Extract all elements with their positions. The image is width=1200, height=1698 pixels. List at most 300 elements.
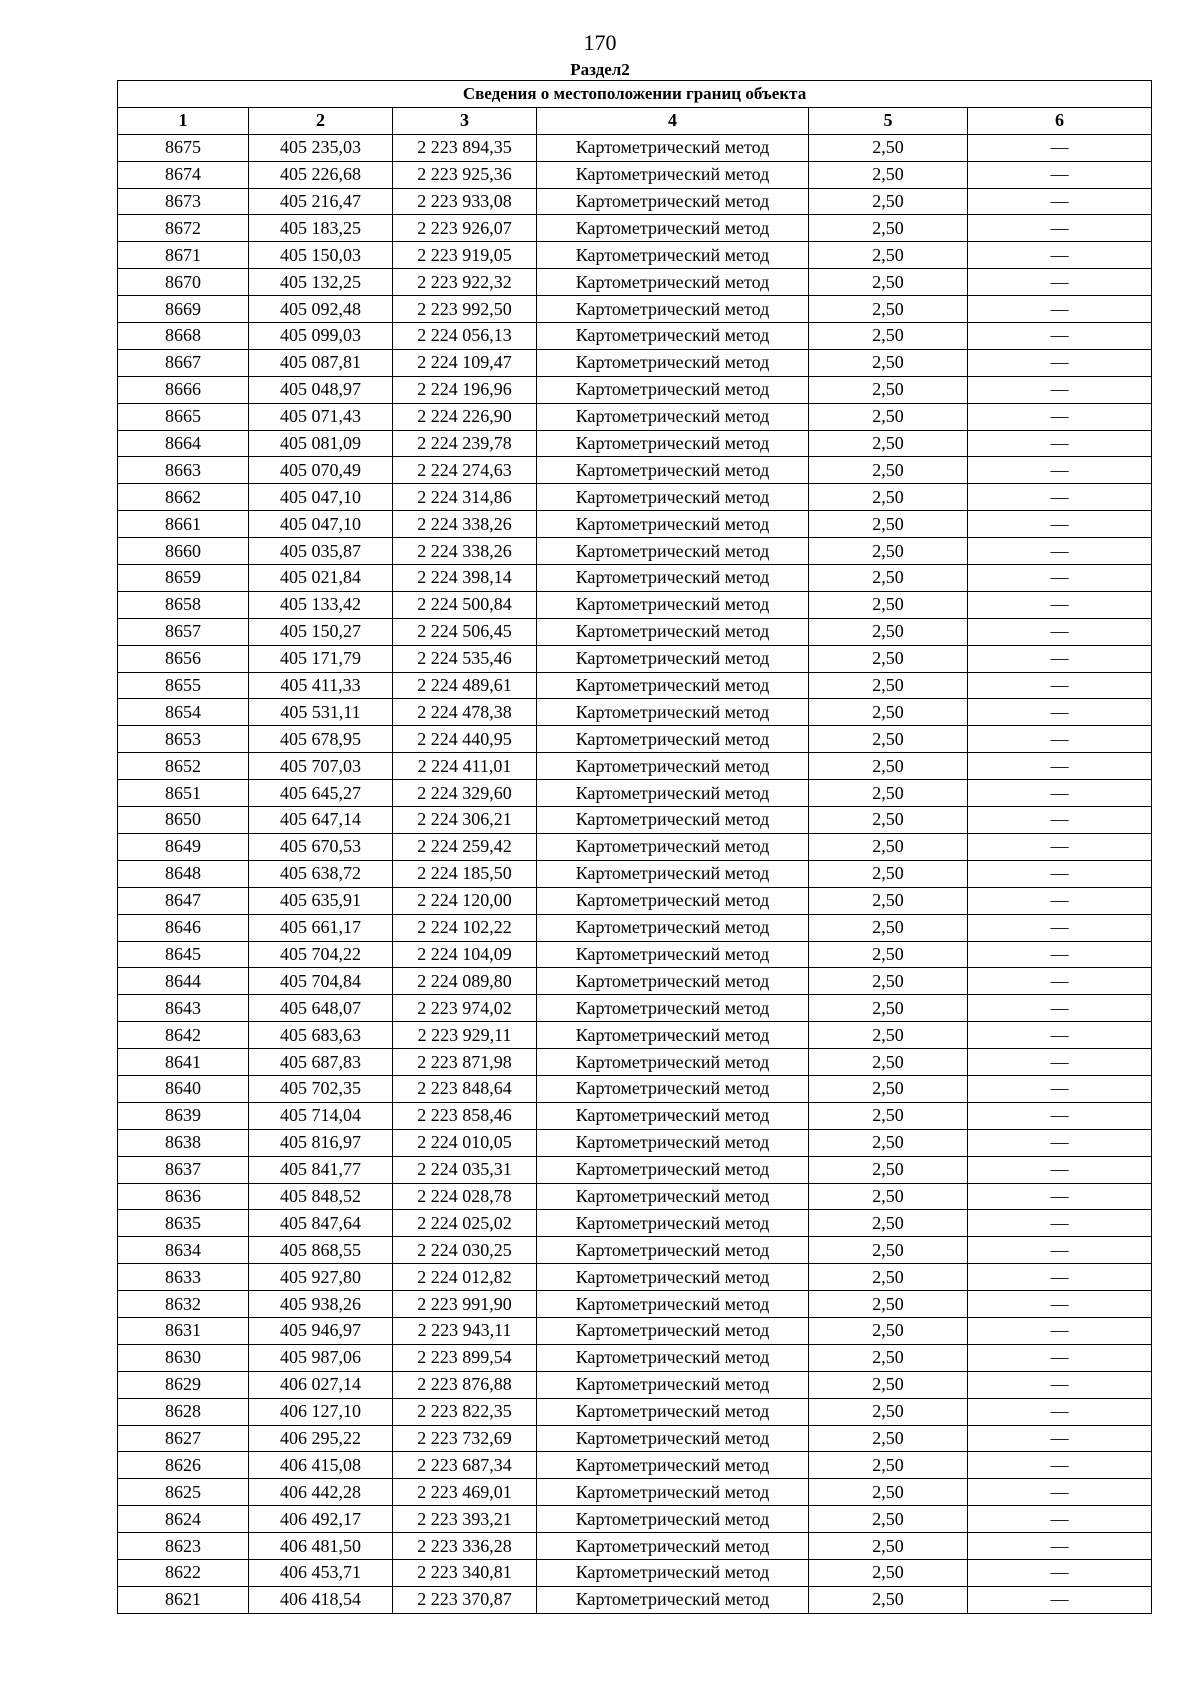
method-cell: Картометрический метод xyxy=(537,188,809,215)
y-coordinate-cell: 2 224 056,13 xyxy=(393,323,537,350)
column-header-row xyxy=(118,107,1152,134)
accuracy-cell: 2,50 xyxy=(809,860,968,887)
point-number-cell: 8640 xyxy=(118,1075,249,1102)
table-row xyxy=(118,753,1152,780)
y-coordinate-cell: 2 223 340,81 xyxy=(393,1559,537,1586)
note-cell: — xyxy=(968,1398,1152,1425)
table-row xyxy=(118,430,1152,457)
note-cell: — xyxy=(968,215,1152,242)
point-number-cell: 8655 xyxy=(118,672,249,699)
y-coordinate-cell: 2 223 370,87 xyxy=(393,1586,537,1613)
y-coordinate-cell: 2 224 102,22 xyxy=(393,914,537,941)
accuracy-cell: 2,50 xyxy=(809,1156,968,1183)
accuracy-cell: 2,50 xyxy=(809,1559,968,1586)
y-coordinate-cell: 2 224 440,95 xyxy=(393,726,537,753)
accuracy-cell: 2,50 xyxy=(809,565,968,592)
table-row xyxy=(118,968,1152,995)
y-coordinate-cell: 2 223 894,35 xyxy=(393,134,537,161)
note-cell: — xyxy=(968,1344,1152,1371)
table-row xyxy=(118,1344,1152,1371)
table-row xyxy=(118,323,1152,350)
method-cell: Картометрический метод xyxy=(537,1102,809,1129)
table-row xyxy=(118,1506,1152,1533)
table-row xyxy=(118,591,1152,618)
method-cell: Картометрический метод xyxy=(537,349,809,376)
accuracy-cell: 2,50 xyxy=(809,753,968,780)
note-cell: — xyxy=(968,995,1152,1022)
x-coordinate-cell: 405 687,83 xyxy=(249,1049,393,1076)
x-coordinate-cell: 405 081,09 xyxy=(249,430,393,457)
method-cell: Картометрический метод xyxy=(537,511,809,538)
x-coordinate-cell: 405 816,97 xyxy=(249,1129,393,1156)
point-number-cell: 8644 xyxy=(118,968,249,995)
point-number-cell: 8657 xyxy=(118,618,249,645)
table-row xyxy=(118,1452,1152,1479)
point-number-cell: 8635 xyxy=(118,1210,249,1237)
point-number-cell: 8651 xyxy=(118,780,249,807)
point-number-cell: 8661 xyxy=(118,511,249,538)
x-coordinate-cell: 405 150,03 xyxy=(249,242,393,269)
accuracy-cell: 2,50 xyxy=(809,215,968,242)
note-cell: — xyxy=(968,1371,1152,1398)
table-row xyxy=(118,349,1152,376)
accuracy-cell: 2,50 xyxy=(809,511,968,538)
y-coordinate-cell: 2 223 992,50 xyxy=(393,296,537,323)
x-coordinate-cell: 405 661,17 xyxy=(249,914,393,941)
method-cell: Картометрический метод xyxy=(537,1559,809,1586)
y-coordinate-cell: 2 224 506,45 xyxy=(393,618,537,645)
note-cell: — xyxy=(968,269,1152,296)
method-cell: Картометрический метод xyxy=(537,833,809,860)
y-coordinate-cell: 2 223 848,64 xyxy=(393,1075,537,1102)
method-cell: Картометрический метод xyxy=(537,403,809,430)
x-coordinate-cell: 405 411,33 xyxy=(249,672,393,699)
x-coordinate-cell: 405 683,63 xyxy=(249,1022,393,1049)
point-number-cell: 8634 xyxy=(118,1237,249,1264)
y-coordinate-cell: 2 224 028,78 xyxy=(393,1183,537,1210)
table-row xyxy=(118,1129,1152,1156)
table-row xyxy=(118,1317,1152,1344)
point-number-cell: 8647 xyxy=(118,887,249,914)
accuracy-cell: 2,50 xyxy=(809,1075,968,1102)
x-coordinate-cell: 405 868,55 xyxy=(249,1237,393,1264)
y-coordinate-cell: 2 223 926,07 xyxy=(393,215,537,242)
note-cell: — xyxy=(968,833,1152,860)
note-cell: — xyxy=(968,1506,1152,1533)
accuracy-cell: 2,50 xyxy=(809,1237,968,1264)
accuracy-cell: 2,50 xyxy=(809,242,968,269)
method-cell: Картометрический метод xyxy=(537,1317,809,1344)
method-cell: Картометрический метод xyxy=(537,591,809,618)
method-cell: Картометрический метод xyxy=(537,296,809,323)
table-row xyxy=(118,376,1152,403)
note-cell: — xyxy=(968,188,1152,215)
method-cell: Картометрический метод xyxy=(537,1156,809,1183)
point-number-cell: 8668 xyxy=(118,323,249,350)
accuracy-cell: 2,50 xyxy=(809,968,968,995)
point-number-cell: 8673 xyxy=(118,188,249,215)
table-row xyxy=(118,1479,1152,1506)
x-coordinate-cell: 405 216,47 xyxy=(249,188,393,215)
accuracy-cell: 2,50 xyxy=(809,1506,968,1533)
note-cell: — xyxy=(968,1075,1152,1102)
note-cell: — xyxy=(968,242,1152,269)
accuracy-cell: 2,50 xyxy=(809,672,968,699)
y-coordinate-cell: 2 224 314,86 xyxy=(393,484,537,511)
point-number-cell: 8631 xyxy=(118,1317,249,1344)
accuracy-cell: 2,50 xyxy=(809,134,968,161)
point-number-cell: 8633 xyxy=(118,1264,249,1291)
note-cell: — xyxy=(968,1533,1152,1560)
method-cell: Картометрический метод xyxy=(537,780,809,807)
x-coordinate-cell: 406 492,17 xyxy=(249,1506,393,1533)
y-coordinate-cell: 2 224 196,96 xyxy=(393,376,537,403)
point-number-cell: 8650 xyxy=(118,807,249,834)
method-cell: Картометрический метод xyxy=(537,1291,809,1318)
note-cell: — xyxy=(968,323,1152,350)
point-number-cell: 8643 xyxy=(118,995,249,1022)
table-row xyxy=(118,941,1152,968)
accuracy-cell: 2,50 xyxy=(809,591,968,618)
point-number-cell: 8658 xyxy=(118,591,249,618)
x-coordinate-cell: 406 127,10 xyxy=(249,1398,393,1425)
note-cell: — xyxy=(968,753,1152,780)
point-number-cell: 8629 xyxy=(118,1371,249,1398)
y-coordinate-cell: 2 224 035,31 xyxy=(393,1156,537,1183)
method-cell: Картометрический метод xyxy=(537,1398,809,1425)
point-number-cell: 8626 xyxy=(118,1452,249,1479)
note-cell: — xyxy=(968,699,1152,726)
accuracy-cell: 2,50 xyxy=(809,1022,968,1049)
method-cell: Картометрический метод xyxy=(537,645,809,672)
y-coordinate-cell: 2 224 500,84 xyxy=(393,591,537,618)
y-coordinate-cell: 2 224 185,50 xyxy=(393,860,537,887)
y-coordinate-cell: 2 224 010,05 xyxy=(393,1129,537,1156)
accuracy-cell: 2,50 xyxy=(809,1586,968,1613)
method-cell: Картометрический метод xyxy=(537,1533,809,1560)
table-row xyxy=(118,645,1152,672)
note-cell: — xyxy=(968,941,1152,968)
point-number-cell: 8675 xyxy=(118,134,249,161)
accuracy-cell: 2,50 xyxy=(809,887,968,914)
note-cell: — xyxy=(968,591,1152,618)
accuracy-cell: 2,50 xyxy=(809,1129,968,1156)
table-row xyxy=(118,134,1152,161)
note-cell: — xyxy=(968,161,1152,188)
y-coordinate-cell: 2 223 922,32 xyxy=(393,269,537,296)
x-coordinate-cell: 406 418,54 xyxy=(249,1586,393,1613)
y-coordinate-cell: 2 223 991,90 xyxy=(393,1291,537,1318)
note-cell: — xyxy=(968,1237,1152,1264)
x-coordinate-cell: 405 035,87 xyxy=(249,538,393,565)
x-coordinate-cell: 405 670,53 xyxy=(249,833,393,860)
method-cell: Картометрический метод xyxy=(537,887,809,914)
x-coordinate-cell: 405 987,06 xyxy=(249,1344,393,1371)
x-coordinate-cell: 405 092,48 xyxy=(249,296,393,323)
table-row xyxy=(118,699,1152,726)
table-row xyxy=(118,1291,1152,1318)
table-row xyxy=(118,538,1152,565)
note-cell: — xyxy=(968,484,1152,511)
x-coordinate-cell: 405 927,80 xyxy=(249,1264,393,1291)
method-cell: Картометрический метод xyxy=(537,1049,809,1076)
point-number-cell: 8667 xyxy=(118,349,249,376)
y-coordinate-cell: 2 223 336,28 xyxy=(393,1533,537,1560)
y-coordinate-cell: 2 223 943,11 xyxy=(393,1317,537,1344)
point-number-cell: 8652 xyxy=(118,753,249,780)
accuracy-cell: 2,50 xyxy=(809,161,968,188)
accuracy-cell: 2,50 xyxy=(809,1371,968,1398)
page-number: 170 xyxy=(583,30,617,55)
accuracy-cell: 2,50 xyxy=(809,1210,968,1237)
method-cell: Картометрический метод xyxy=(537,1344,809,1371)
table-row xyxy=(118,484,1152,511)
accuracy-cell: 2,50 xyxy=(809,1425,968,1452)
table-row xyxy=(118,188,1152,215)
method-cell: Картометрический метод xyxy=(537,1129,809,1156)
accuracy-cell: 2,50 xyxy=(809,1183,968,1210)
note-cell: — xyxy=(968,1317,1152,1344)
accuracy-cell: 2,50 xyxy=(809,941,968,968)
point-number-cell: 8624 xyxy=(118,1506,249,1533)
y-coordinate-cell: 2 224 259,42 xyxy=(393,833,537,860)
note-cell: — xyxy=(968,349,1152,376)
x-coordinate-cell: 405 048,97 xyxy=(249,376,393,403)
accuracy-cell: 2,50 xyxy=(809,726,968,753)
table-row xyxy=(118,1237,1152,1264)
x-coordinate-cell: 405 150,27 xyxy=(249,618,393,645)
y-coordinate-cell: 2 223 933,08 xyxy=(393,188,537,215)
y-coordinate-cell: 2 223 822,35 xyxy=(393,1398,537,1425)
x-coordinate-cell: 405 047,10 xyxy=(249,511,393,538)
note-cell: — xyxy=(968,887,1152,914)
accuracy-cell: 2,50 xyxy=(809,484,968,511)
note-cell: — xyxy=(968,807,1152,834)
point-number-cell: 8672 xyxy=(118,215,249,242)
method-cell: Картометрический метод xyxy=(537,1210,809,1237)
x-coordinate-cell: 405 704,22 xyxy=(249,941,393,968)
method-cell: Картометрический метод xyxy=(537,1075,809,1102)
y-coordinate-cell: 2 224 478,38 xyxy=(393,699,537,726)
accuracy-cell: 2,50 xyxy=(809,269,968,296)
method-cell: Картометрический метод xyxy=(537,1586,809,1613)
accuracy-cell: 2,50 xyxy=(809,457,968,484)
x-coordinate-cell: 405 183,25 xyxy=(249,215,393,242)
point-number-cell: 8645 xyxy=(118,941,249,968)
x-coordinate-cell: 406 453,71 xyxy=(249,1559,393,1586)
table-row xyxy=(118,807,1152,834)
method-cell: Картометрический метод xyxy=(537,1371,809,1398)
y-coordinate-cell: 2 224 120,00 xyxy=(393,887,537,914)
accuracy-cell: 2,50 xyxy=(809,995,968,1022)
accuracy-cell: 2,50 xyxy=(809,1479,968,1506)
y-coordinate-cell: 2 224 226,90 xyxy=(393,403,537,430)
table-row xyxy=(118,887,1152,914)
y-coordinate-cell: 2 224 338,26 xyxy=(393,538,537,565)
x-coordinate-cell: 405 707,03 xyxy=(249,753,393,780)
x-coordinate-cell: 405 704,84 xyxy=(249,968,393,995)
note-cell: — xyxy=(968,538,1152,565)
table-row xyxy=(118,1264,1152,1291)
point-number-cell: 8641 xyxy=(118,1049,249,1076)
boundary-coordinates-table xyxy=(117,80,1152,1614)
column-header: 4 xyxy=(537,107,809,134)
accuracy-cell: 2,50 xyxy=(809,1264,968,1291)
y-coordinate-cell: 2 223 974,02 xyxy=(393,995,537,1022)
note-cell: — xyxy=(968,618,1152,645)
y-coordinate-cell: 2 223 919,05 xyxy=(393,242,537,269)
x-coordinate-cell: 406 481,50 xyxy=(249,1533,393,1560)
y-coordinate-cell: 2 224 398,14 xyxy=(393,565,537,592)
point-number-cell: 8664 xyxy=(118,430,249,457)
note-cell: — xyxy=(968,1479,1152,1506)
x-coordinate-cell: 405 132,25 xyxy=(249,269,393,296)
accuracy-cell: 2,50 xyxy=(809,430,968,457)
x-coordinate-cell: 405 235,03 xyxy=(249,134,393,161)
accuracy-cell: 2,50 xyxy=(809,1398,968,1425)
x-coordinate-cell: 405 071,43 xyxy=(249,403,393,430)
accuracy-cell: 2,50 xyxy=(809,188,968,215)
method-cell: Картометрический метод xyxy=(537,699,809,726)
table-row xyxy=(118,726,1152,753)
x-coordinate-cell: 405 070,49 xyxy=(249,457,393,484)
accuracy-cell: 2,50 xyxy=(809,538,968,565)
y-coordinate-cell: 2 223 899,54 xyxy=(393,1344,537,1371)
point-number-cell: 8628 xyxy=(118,1398,249,1425)
note-cell: — xyxy=(968,1129,1152,1156)
method-cell: Картометрический метод xyxy=(537,134,809,161)
x-coordinate-cell: 406 295,22 xyxy=(249,1425,393,1452)
accuracy-cell: 2,50 xyxy=(809,296,968,323)
method-cell: Картометрический метод xyxy=(537,995,809,1022)
column-header: 1 xyxy=(118,107,249,134)
note-cell: — xyxy=(968,565,1152,592)
table-row xyxy=(118,995,1152,1022)
accuracy-cell: 2,50 xyxy=(809,323,968,350)
table-row xyxy=(118,565,1152,592)
x-coordinate-cell: 405 645,27 xyxy=(249,780,393,807)
method-cell: Картометрический метод xyxy=(537,376,809,403)
table-row xyxy=(118,1533,1152,1560)
point-number-cell: 8660 xyxy=(118,538,249,565)
accuracy-cell: 2,50 xyxy=(809,1452,968,1479)
table-row xyxy=(118,457,1152,484)
table-row xyxy=(118,1371,1152,1398)
method-cell: Картометрический метод xyxy=(537,618,809,645)
point-number-cell: 8630 xyxy=(118,1344,249,1371)
method-cell: Картометрический метод xyxy=(537,1425,809,1452)
method-cell: Картометрический метод xyxy=(537,538,809,565)
accuracy-cell: 2,50 xyxy=(809,349,968,376)
note-cell: — xyxy=(968,1156,1152,1183)
point-number-cell: 8621 xyxy=(118,1586,249,1613)
method-cell: Картометрический метод xyxy=(537,753,809,780)
x-coordinate-cell: 405 638,72 xyxy=(249,860,393,887)
method-cell: Картометрический метод xyxy=(537,484,809,511)
method-cell: Картометрический метод xyxy=(537,941,809,968)
point-number-cell: 8669 xyxy=(118,296,249,323)
note-cell: — xyxy=(968,1102,1152,1129)
note-cell: — xyxy=(968,296,1152,323)
table-row xyxy=(118,780,1152,807)
point-number-cell: 8663 xyxy=(118,457,249,484)
table-row xyxy=(118,1156,1152,1183)
note-cell: — xyxy=(968,430,1152,457)
note-cell: — xyxy=(968,403,1152,430)
y-coordinate-cell: 2 224 012,82 xyxy=(393,1264,537,1291)
table-row xyxy=(118,860,1152,887)
note-cell: — xyxy=(968,511,1152,538)
y-coordinate-cell: 2 224 338,26 xyxy=(393,511,537,538)
point-number-cell: 8636 xyxy=(118,1183,249,1210)
y-coordinate-cell: 2 224 411,01 xyxy=(393,753,537,780)
x-coordinate-cell: 405 635,91 xyxy=(249,887,393,914)
method-cell: Картометрический метод xyxy=(537,1264,809,1291)
table-row xyxy=(118,269,1152,296)
table-row xyxy=(118,242,1152,269)
x-coordinate-cell: 406 027,14 xyxy=(249,1371,393,1398)
table-row xyxy=(118,1425,1152,1452)
y-coordinate-cell: 2 224 306,21 xyxy=(393,807,537,834)
note-cell: — xyxy=(968,726,1152,753)
note-cell: — xyxy=(968,376,1152,403)
table-title: Сведения о местоположении границ объекта xyxy=(118,81,1152,108)
accuracy-cell: 2,50 xyxy=(809,1317,968,1344)
table-row xyxy=(118,914,1152,941)
accuracy-cell: 2,50 xyxy=(809,833,968,860)
note-cell: — xyxy=(968,1049,1152,1076)
note-cell: — xyxy=(968,1425,1152,1452)
point-number-cell: 8674 xyxy=(118,161,249,188)
note-cell: — xyxy=(968,134,1152,161)
x-coordinate-cell: 405 714,04 xyxy=(249,1102,393,1129)
y-coordinate-cell: 2 223 925,36 xyxy=(393,161,537,188)
note-cell: — xyxy=(968,914,1152,941)
table-row xyxy=(118,833,1152,860)
point-number-cell: 8637 xyxy=(118,1156,249,1183)
note-cell: — xyxy=(968,457,1152,484)
note-cell: — xyxy=(968,860,1152,887)
y-coordinate-cell: 2 223 469,01 xyxy=(393,1479,537,1506)
column-header: 6 xyxy=(968,107,1152,134)
method-cell: Картометрический метод xyxy=(537,726,809,753)
method-cell: Картометрический метод xyxy=(537,565,809,592)
table-row xyxy=(118,161,1152,188)
x-coordinate-cell: 405 648,07 xyxy=(249,995,393,1022)
point-number-cell: 8648 xyxy=(118,860,249,887)
note-cell: — xyxy=(968,1210,1152,1237)
table-body xyxy=(118,134,1152,1613)
x-coordinate-cell: 405 946,97 xyxy=(249,1317,393,1344)
accuracy-cell: 2,50 xyxy=(809,1102,968,1129)
method-cell: Картометрический метод xyxy=(537,242,809,269)
table-row xyxy=(118,1075,1152,1102)
accuracy-cell: 2,50 xyxy=(809,376,968,403)
table-row xyxy=(118,672,1152,699)
x-coordinate-cell: 406 415,08 xyxy=(249,1452,393,1479)
table-row xyxy=(118,1398,1152,1425)
method-cell: Картометрический метод xyxy=(537,269,809,296)
point-number-cell: 8653 xyxy=(118,726,249,753)
x-coordinate-cell: 405 702,35 xyxy=(249,1075,393,1102)
accuracy-cell: 2,50 xyxy=(809,645,968,672)
method-cell: Картометрический метод xyxy=(537,672,809,699)
accuracy-cell: 2,50 xyxy=(809,1344,968,1371)
x-coordinate-cell: 405 531,11 xyxy=(249,699,393,726)
x-coordinate-cell: 405 171,79 xyxy=(249,645,393,672)
accuracy-cell: 2,50 xyxy=(809,1533,968,1560)
point-number-cell: 8670 xyxy=(118,269,249,296)
